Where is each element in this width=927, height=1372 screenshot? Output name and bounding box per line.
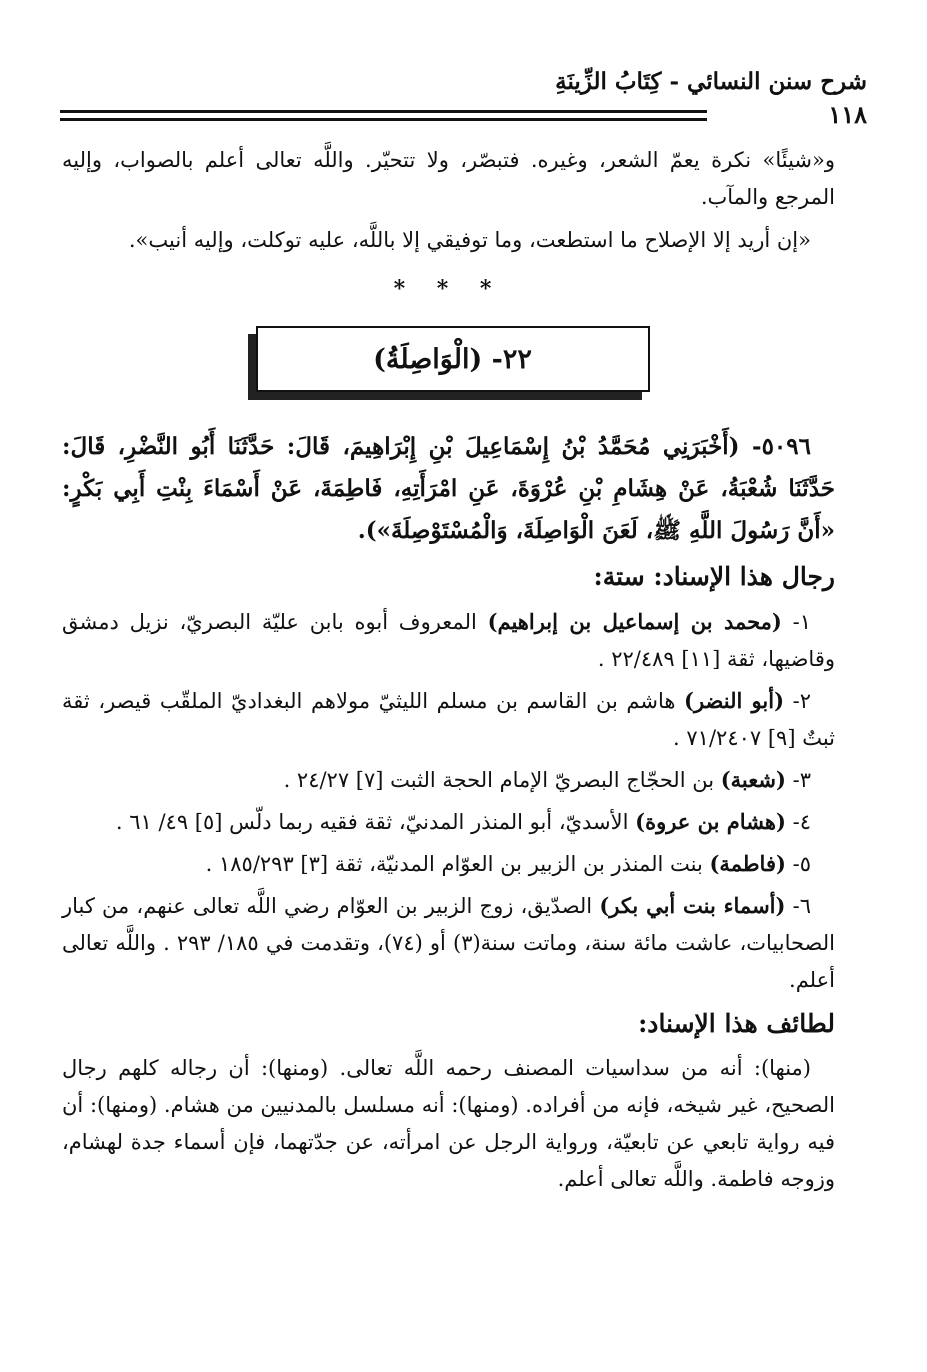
narrator-number: ٣-: [785, 768, 811, 792]
intro-paragraph: و«شيئًا» نكرة يعمّ الشعر، وغيره. فتبصّر، ولا تتحيّر. واللَّه تعالى أعلم بالصواب، وإليه المرجع والمآب.: [62, 148, 835, 209]
narrator-entry: [62, 761, 835, 799]
narrator-entry: [62, 887, 835, 999]
narrator-entry: [62, 682, 835, 757]
narrator-name: (أسماء بنت أبي بكر): [599, 893, 786, 918]
narrator-description: المعروف أبوه بابن عليّة البصريّ، نزيل دمشق وقاضيها، ثقة [١١] ٢٢/٤٨٩ .: [62, 610, 835, 671]
hadith-text: ٥٠٩٦- (أَخْبَرَنِي مُحَمَّدُ بْنُ إِسْمَاعِيلَ بْنِ إِبْرَاهِيمَ، قَالَ: حَدَّثَنَا أَبُو النَّضْرِ، قَالَ: حَدَّثَنَا شُعْبَةُ، عَنْ هِشَامِ بْنِ عُرْوَةَ، عَنِ امْرَأَتِهِ، فَاطِمَةَ، عَنْ أَسْمَاءَ بِنْتِ أَبِي بَكْرٍ: «أَنَّ رَسُولَ اللَّهِ ﷺ، لَعَنَ الْوَاصِلَةَ، وَالْمُسْتَوْصِلَةَ»).: [62, 433, 835, 544]
chapter-title: ٢٢- (الْوَاصِلَةُ): [256, 326, 650, 392]
narrator-entry: [62, 803, 835, 841]
narrator-description: هاشم بن القاسم بن مسلم الليثيّ مولاهم البغداديّ الملقّب قيصر، ثقة ثبتٌ [٩] ٧١/٢٤٠٧ .: [62, 689, 835, 750]
narrator-number: ٦-: [785, 894, 811, 918]
header-title: شرح سنن النسائي - كِتَابُ الزِّينَةِ: [555, 68, 867, 95]
narrator-number: ٥-: [785, 852, 811, 876]
narrator-description: الأسديّ، أبو المنذر المدنيّ، ثقة فقيه ربما دلّس [٥] ٤٩/ ٦١ .: [115, 810, 636, 834]
narrator-name: (هشام بن عروة): [635, 809, 786, 834]
subtleties-paragraph: (منها): أنه من سداسيات المصنف رحمه اللَّه تعالى. (ومنها): أن رجاله كلهم رجال الصحيح، غير شيخه، فإنه من أفراده. (ومنها): أنه مسلسل بالمدنيين من هشام. (ومنها): أن فيه رواية تابعي عن تابعيّة، ورواية الرجل عن امرأته، عن جدّتهما، فإن أسماء جدة لهشام، وزوجه فاطمة. واللَّه تعالى أعلم.: [62, 1056, 835, 1191]
header-rule-bottom: [60, 118, 707, 121]
narrator-name: (محمد بن إسماعيل بن إبراهيم): [487, 609, 782, 634]
chapter-title-box: [248, 326, 650, 400]
narrator-name: (فاطمة): [709, 851, 786, 876]
narrator-description: بن الحجّاج البصريّ الإمام الحجة الثبت [٧] ٢٤/٢٧ .: [283, 768, 721, 792]
narrator-entry: [62, 603, 835, 678]
narrator-entry: [62, 845, 835, 883]
page-body: [62, 142, 835, 1204]
narrator-number: ١-: [781, 610, 811, 634]
page-number: ١١٨: [828, 100, 867, 129]
quran-quote-paragraph: «إن أريد إلا الإصلاح ما استطعت، وما توفيقي إلا باللَّه، عليه توكلت، وإليه أنيب».: [128, 228, 811, 252]
running-header: [60, 60, 867, 130]
section-separator: * * *: [393, 276, 504, 302]
narrator-description: بنت المنذر بن الزبير بن العوّام المدنيّة، ثقة [٣] ١٨٥/٢٩٣ .: [205, 852, 710, 876]
narrator-name: (أبو النضر): [684, 688, 785, 713]
subtleties-heading: لطائف هذا الإسناد:: [638, 1009, 835, 1038]
narrator-name: (شعبة): [720, 767, 786, 792]
header-rule-top: [60, 110, 707, 113]
narrator-number: ٢-: [784, 689, 811, 713]
narrator-number: ٤-: [785, 810, 811, 834]
narrators-heading: رجال هذا الإسناد: ستة:: [593, 562, 835, 591]
narrator-description: الصدّيق، زوج الزبير بن العوّام رضي اللَّه تعالى عنهم، من كبار الصحابيات، عاشت مائة سنة، وماتت سنة(٣) أو (٧٤)، وتقدمت في ١٨٥/ ٢٩٣ . واللَّه تعالى أعلم.: [62, 894, 836, 992]
